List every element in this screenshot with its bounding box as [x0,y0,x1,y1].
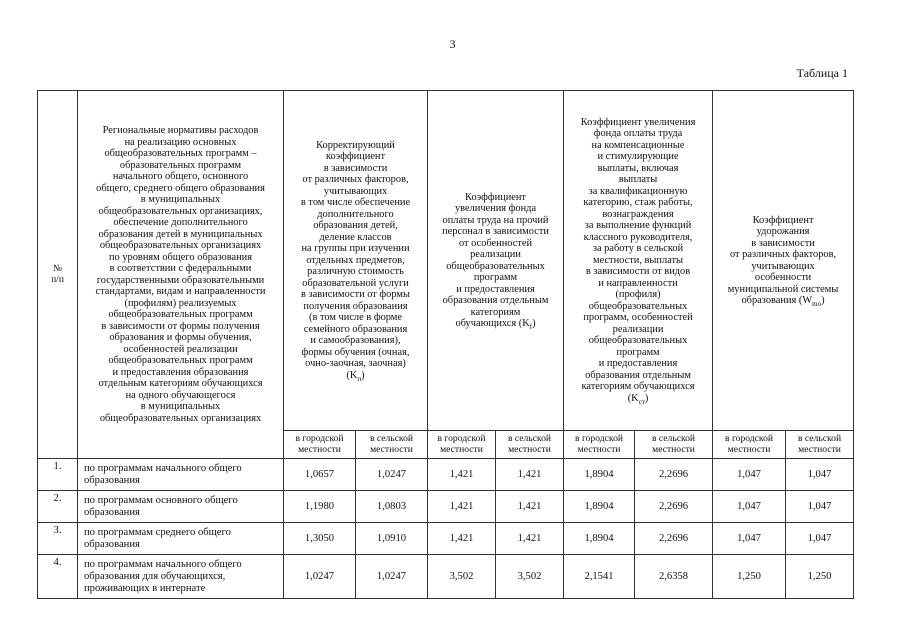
correction-header-line: учитывающих [323,185,388,197]
row-number: 1. [38,459,78,491]
compensation-header-line: образования отдельным [585,369,691,381]
program-name-line: образования [84,474,140,486]
other-staff-header-line: реализации [470,249,521,260]
normatives-header-line: в зависимости от формы получения [101,320,260,332]
coefficient-value: 1,0910 [356,523,428,555]
normatives-header-line: в муниципальных [140,194,221,205]
header-correction-coefficient-cell [284,91,428,431]
coefficient-value: 2,1541 [564,555,635,599]
other-staff-header-line: образования отдельным [442,295,549,306]
row-program-name [78,491,284,523]
correction-header-line: и самообразования), [310,335,401,347]
header-compensation-coefficient-cell [564,91,713,431]
normatives-header-line: (профилям) реализуемых [124,297,237,309]
normatives-header-line: на реализацию основных [124,136,237,148]
urban-label-line: в городской [725,433,774,444]
program-name-line: проживающих в интернате [84,582,206,594]
cost-increase-header-line: муниципальной системы [727,283,839,295]
coefficient-value: 1,3050 [284,523,356,555]
compensation-header-line: за работу в сельской [592,243,684,255]
rural-label-line: местности [370,443,413,455]
correction-header-line: деление классов [319,231,392,243]
urban-area-header [564,431,635,459]
table-caption: Таблица 1 [796,66,848,80]
row-program-name [78,459,284,491]
compensation-header-line: категориям обучающихся [581,381,695,393]
compensation-header-line: и предоставления [598,358,678,370]
rural-label-line: в сельской [651,433,696,444]
normatives-header-line: отдельным категориям обучающихся [98,378,263,389]
compensation-header-line: общеобразовательных [588,335,688,347]
urban-label-line: в городской [437,433,486,444]
cost-increase-header-line: Коэффициент [752,214,814,226]
header-other-staff-coefficient-cell [428,91,564,431]
correction-header-subscript: п [357,374,362,383]
rural-area-header [786,431,854,459]
table-body [38,459,854,599]
program-name-line: образования для обучающихся, [84,570,226,582]
correction-header-line: в зависимости [323,162,388,174]
correction-header-line: (в том числе в форме [309,312,402,324]
other-staff-header-subscript: f [529,323,533,332]
coefficient-value: 1,8904 [564,523,635,555]
coefficient-value: 2,2696 [635,523,713,555]
header-number-symbol: № [52,264,63,274]
program-name-line: по программам основного общего [84,494,238,506]
compensation-header-line: за выполнение функций [584,220,692,232]
coefficient-value: 1,1980 [284,491,356,523]
coefficient-value: 1,047 [786,459,854,491]
normatives-header-line: Региональные нормативы расходов [102,125,259,136]
correction-header-line: от различных факторов, [302,174,409,186]
correction-header-line: в зависимости от формы [301,289,410,301]
coefficient-value: 2,2696 [635,459,713,491]
correction-header-line: коэффициент [325,151,386,163]
compensation-header-line: местности, выплаты [593,254,684,266]
compensation-header-line: Коэффициент увеличения [580,116,696,128]
correction-header-line: получения образования [303,300,408,312]
compensation-header-symbol: (K [627,392,639,404]
urban-area-header [713,431,786,459]
table-row [38,523,854,555]
coefficient-value: 1,421 [496,523,564,555]
normatives-header-line: образования детей в муниципальных [98,228,263,240]
normatives-header-line: общеобразовательных программ [108,355,253,366]
coefficient-value: 1,0657 [284,459,356,491]
header-number-cell [38,91,78,459]
table-row [38,555,854,599]
coefficient-value: 1,421 [428,459,496,491]
normatives-header-line: на одного обучающегося [125,389,236,401]
urban-area-header [284,431,356,459]
normatives-table [37,90,854,599]
compensation-header-line: за квалификационную [588,185,688,197]
rural-label-line: местности [652,443,695,455]
other-staff-header-line: от особенностей [458,237,533,249]
urban-label-line: местности [727,443,771,455]
normatives-header-line: общеобразовательных программ [108,309,253,320]
urban-label-line: местности [577,443,621,455]
normatives-header-line: государственными образовательными [96,274,265,286]
other-staff-header-line: персонал в зависимости [442,226,549,237]
coefficient-value: 1,047 [786,491,854,523]
rural-label-line: в сельской [369,433,414,444]
rural-label-line: в сельской [507,433,552,444]
correction-header-line: отдельных предметов, [306,254,405,266]
row-program-name [78,523,284,555]
normatives-header-line: в соответствии с федеральными [109,263,252,274]
compensation-header-subscript: ст [638,397,645,406]
compensation-header-line: программ [616,346,660,358]
coefficient-value: 1,047 [713,459,786,491]
cost-increase-header-line: удорожания [756,226,810,237]
program-name-line: по программам начального общего [84,558,242,570]
rural-area-header [635,431,713,459]
coefficient-value: 1,421 [496,491,564,523]
compensation-header-line: выплаты, включая [597,162,679,174]
coefficient-value: 3,502 [496,555,564,599]
other-staff-header-line: общеобразовательных [446,260,545,272]
normatives-header-line: начального общего, основного [112,171,249,182]
normatives-header-line: общего, среднего общего образования [96,182,265,194]
cost-increase-header-subscript: mo [812,300,822,309]
compensation-header-symbol-close: ) [644,392,649,404]
compensation-header-line: и стимулирующие [597,151,679,163]
table-row [38,459,854,491]
normatives-header-line: по уровням общего образования [108,251,253,263]
other-staff-header-symbol-close: ) [532,318,536,329]
normatives-header-line: общеобразовательных организациях, [98,205,263,217]
compensation-header-line: в зависимости от видов [585,266,691,278]
coefficient-value: 1,047 [786,523,854,555]
other-staff-header-symbol: обучающихся (K [455,318,530,329]
correction-header-line: образовательной услуги [302,277,409,289]
rural-area-header [356,431,428,459]
compensation-header-line: (профиля) [615,289,661,301]
rural-label-line: местности [508,443,551,455]
other-staff-header-line: программ [473,272,518,283]
row-number: 3. [38,523,78,555]
normatives-header-line: особенностей реализации [123,343,238,355]
header-row [38,91,854,431]
normatives-header-line: обеспечение дополнительного [113,217,248,228]
header-normatives-cell [78,91,284,459]
cost-increase-header-line: в зависимости [751,237,815,249]
correction-header-line: дополнительного [317,208,394,220]
coefficient-value: 1,047 [713,523,786,555]
correction-header-symbol-close: ) [361,369,365,381]
normatives-header-line: стандартами, видам и направленности [95,286,266,297]
cost-increase-header-line: от различных факторов, [729,249,837,260]
correction-header-symbol: (K [346,369,358,381]
rural-label-line: местности [798,443,841,455]
coefficient-value: 1,421 [428,523,496,555]
coefficient-value: 1,250 [713,555,786,599]
compensation-header-line: классного руководителя, [583,231,693,243]
compensation-header-line: общеобразовательных [588,300,688,312]
coefficient-value: 1,250 [786,555,854,599]
compensation-header-line: выплаты [618,174,658,186]
cost-increase-header-symbol: образования (W [741,295,813,306]
normatives-header-line: образовательных программ [119,159,242,171]
urban-area-header [428,431,496,459]
compensation-header-line: и направленности [598,277,678,289]
normatives-header-line: в муниципальных [140,401,221,412]
other-staff-header-line: категориям [470,306,521,318]
correction-header-line: в том числе обеспечение [300,197,411,209]
cost-increase-header-line: учитывающих [751,260,815,272]
urban-label-line: в городской [295,433,344,444]
correction-header-line: семейного образования [303,323,408,335]
cost-increase-header-symbol-close: ) [821,295,825,306]
program-name-line: по программам начального общего [84,462,242,474]
correction-header-line: образования детей, [313,220,398,232]
coefficient-value: 1,0247 [356,555,428,599]
urban-label-line: местности [440,443,483,455]
correction-header-line: различную стоимость [307,266,404,278]
compensation-header-line: на компенсационные [591,139,685,151]
cost-increase-header-line: особенности [754,272,812,283]
row-program-name [78,555,284,599]
row-number: 4. [38,555,78,599]
coefficient-value: 1,8904 [564,459,635,491]
page-number: 3 [449,37,456,51]
coefficient-value: 1,047 [713,491,786,523]
other-staff-header-line: увеличения фонда [454,203,537,214]
compensation-header-line: программ, особенностей [583,312,693,324]
coefficient-value: 1,421 [496,459,564,491]
other-staff-header-line: и предоставления [456,283,535,295]
coefficient-value: 1,0247 [284,555,356,599]
urban-label-line: местности [298,443,341,455]
coefficient-value: 1,8904 [564,491,635,523]
correction-header-line: очно-заочная, заочная) [305,358,406,370]
normatives-header-line: общеобразовательных программ – [104,148,257,159]
program-name-line: образования [84,538,140,550]
compensation-header-line: категорию, стаж работы, [583,197,693,209]
normatives-header-line: общеобразовательных организациях [99,240,262,251]
other-staff-header-line: Коэффициент [465,191,526,203]
rural-label-line: в сельской [797,433,842,444]
correction-header-line: формы обучения (очная, [301,346,410,358]
coefficient-value: 3,502 [428,555,496,599]
coefficient-value: 2,2696 [635,491,713,523]
normatives-header-line: и предоставления образования [112,366,249,378]
rural-area-header [496,431,564,459]
coefficient-value: 1,421 [428,491,496,523]
normatives-header-line: общеобразовательных организациях [99,412,262,424]
row-number: 2. [38,491,78,523]
compensation-header-line: вознаграждения [602,208,674,220]
other-staff-header-line: оплаты труда на прочий [442,214,549,226]
coefficient-value: 1,0803 [356,491,428,523]
urban-label-line: в городской [575,433,623,444]
correction-header-line: на группы при изучении [301,243,410,255]
table-row [38,491,854,523]
coefficient-value: 1,0247 [356,459,428,491]
program-name-line: по программам среднего общего [84,526,231,538]
compensation-header-line: реализации [612,323,664,335]
coefficient-value: 2,6358 [635,555,713,599]
header-number-label: п/п [51,274,64,285]
program-name-line: образования [84,506,140,518]
normatives-header-line: образования и формы обучения, [109,332,252,343]
correction-header-line: Корректирующий [316,139,395,151]
header-cost-increase-coefficient-cell [713,91,854,431]
compensation-header-line: фонда оплаты труда [593,128,683,140]
